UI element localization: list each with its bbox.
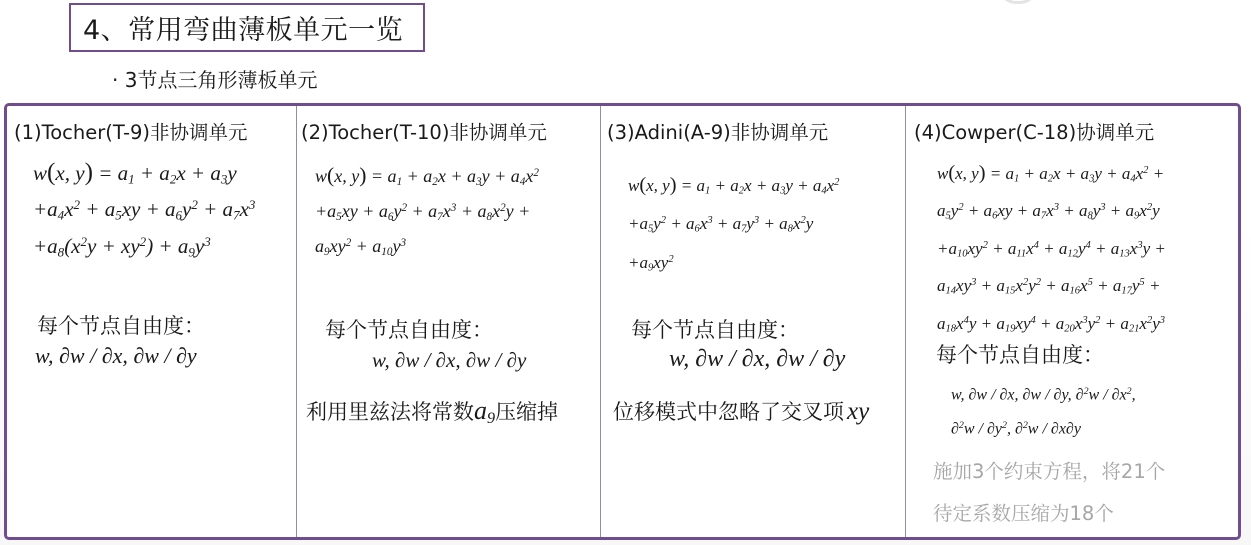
column-header: (4)Cowper(C-18)协调单元	[914, 121, 1155, 144]
displacement-function: w(x, $y) = a_1 + a_2x + a_3y + a_4x^2$ + $a_5y^2 + a_6xy + a_7x^3 + a_8y^3 + a_9x^2y$ $+a_{10}xy^2 + a_{11}x^4 + a_{12}y^4 + a_{13}x^3y$ + $a_{14}xy^3 + a_{15}x^2y^2 + a_{16}x^5 + a_{17}y^5$ + $a_{18}x^4y + a_{19}xy^4 + a_{20}x^3y^2 + a_{21}x^2y^3$	[937, 161, 1166, 335]
dof-formula: w, ∂w / ∂x, ∂w / ∂y	[372, 348, 527, 372]
displacement-function: w(x, $y) = a_1 + a_2x + a_3y + a_4x^2$ $+a_5xy + a_6y^2 + a_7x^3 + a_8x^2y$ + $a_9xy^2 + a_{10}y^3$	[315, 163, 539, 258]
column-header: (1)Tocher(T-9)非协调单元	[14, 121, 248, 144]
constraint-note-line1: 施加3个约束方程，将21个	[933, 460, 1166, 483]
decorative-arc	[998, 0, 1038, 4]
element-comparison-table	[4, 103, 1241, 540]
note: 利用里兹法将常数$a_9$压缩掉	[306, 396, 559, 428]
column-adini-a9	[601, 106, 905, 537]
displacement-function: w(x, $y) = a_1 + a_2x + a_3y$ $+a_4x^2 + a_5xy + a_6y^2 + a_7x^3$ $+a_8(x^2y + xy^2) + a_9y^3$	[33, 159, 256, 260]
note: 位移模式中忽略了交叉项 xy	[613, 398, 870, 425]
page-title-text: 4、常用弯曲薄板单元一览	[83, 15, 404, 46]
dof-label: 每个节点自由度：	[631, 318, 799, 342]
dof-formula: w, ∂w / ∂x, ∂w / ∂y, $\partial^2w / \partial x^2$, $\partial^2w / \partial y^2$, ∂$^2$w / ∂x∂y	[951, 386, 1136, 438]
coefficient-a9: $a_9$	[474, 396, 496, 428]
dof-label: 每个节点自由度：	[325, 318, 493, 342]
cross-term-xy: xy	[847, 398, 870, 425]
constraint-note-line2: 待定系数压缩为18个	[933, 502, 1114, 525]
column-cowper-c18	[906, 106, 1238, 537]
column-header: (2)Tocher(T-10)非协调单元	[301, 121, 547, 144]
dof-label: 每个节点自由度：	[936, 343, 1104, 367]
column-tocher-t10	[297, 106, 600, 537]
dof-formula: w, ∂w / ∂x, ∂w / ∂y	[669, 346, 846, 372]
dof-label: 每个节点自由度：	[37, 314, 205, 338]
column-tocher-t9	[7, 106, 296, 537]
page-title	[69, 3, 425, 52]
dof-formula: w, ∂w / ∂x, ∂w / ∂y	[35, 343, 197, 368]
displacement-function: w(x, $y) = a_1 + a_2x + a_3y + a_4x^2$ $+a_5y^2 + a_6x^3 + a_7y^3 + a_8x^2y$ $+a_9xy^2$	[628, 173, 840, 274]
column-header: (3)Adini(A-9)非协调单元	[607, 121, 829, 144]
subtitle: · 3节点三角形薄板单元	[112, 68, 318, 92]
